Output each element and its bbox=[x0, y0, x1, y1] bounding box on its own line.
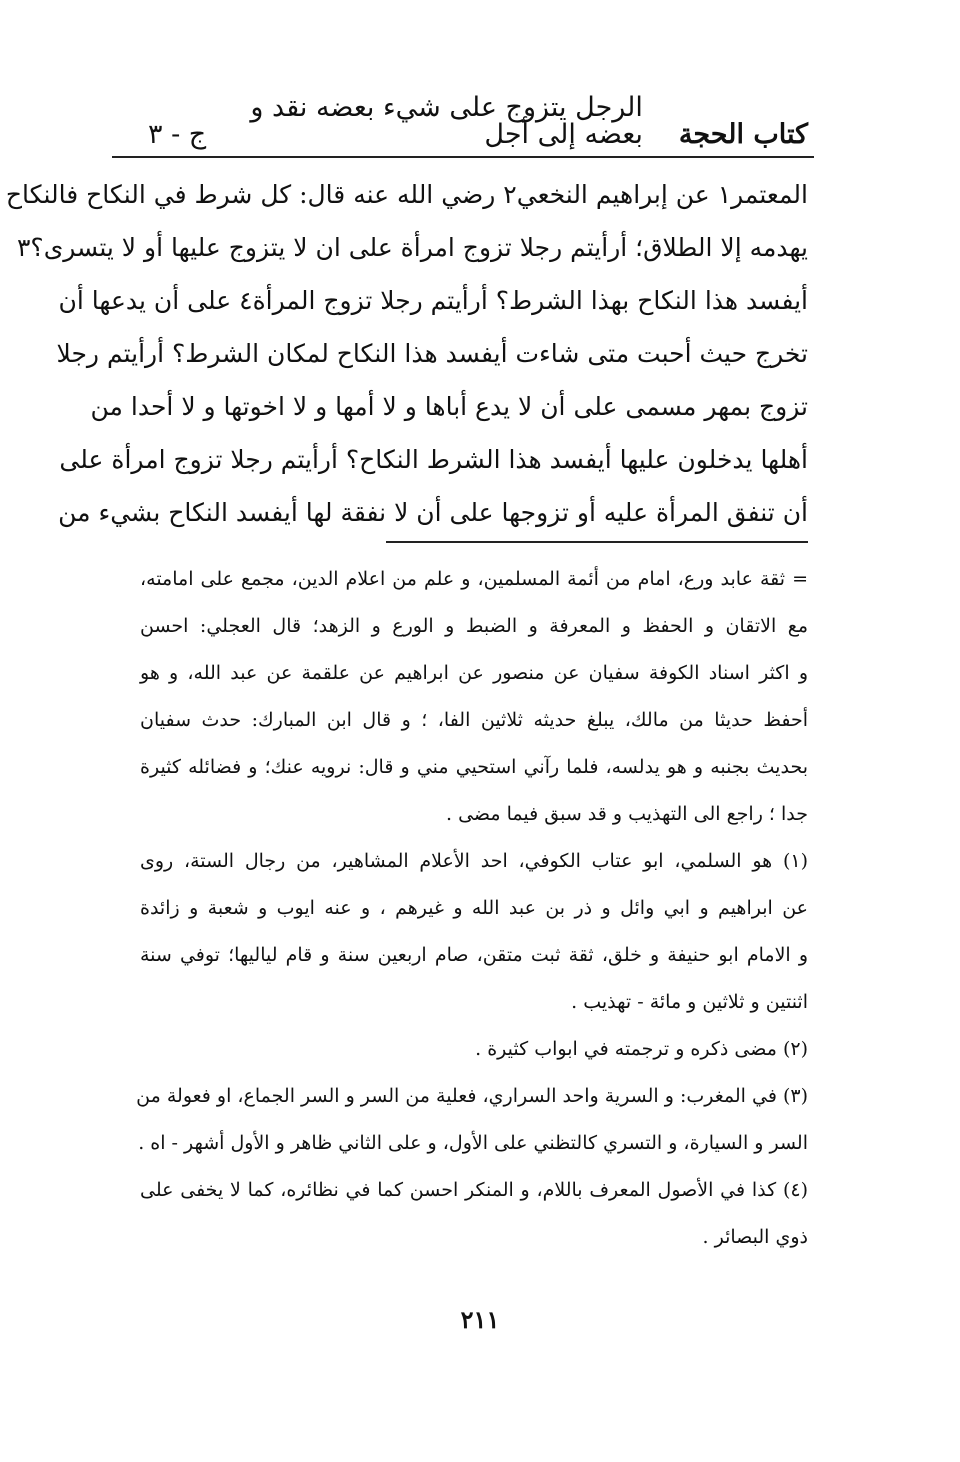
footnote-line: (٣) في المغرب: و السرية واحد السراري، فعلية من السر و السر الجماع، او فعولة من bbox=[136, 1085, 808, 1107]
footnote-line: (٢) مضى ذكره و ترجمته في ابواب كثيرة . bbox=[475, 1038, 808, 1060]
footnote-line: (٤) كذا في الأصول المعرف باللام، و المنكر احسن كما في نظائره، كما لا يخفى على bbox=[140, 1179, 808, 1201]
page-number: ٢١١ bbox=[460, 1305, 500, 1334]
main-text-line: يهدمه إلا الطلاق؛ أرأيتم رجلا تزوج امرأة على ان لا يتزوج عليها أو لا يتسرى؟٣ bbox=[16, 233, 808, 262]
footnote-line: = ثقة عابد ورع، امام من أئمة المسلمين، و علم من اعلام الدين، مجمع على امامته، bbox=[140, 568, 808, 590]
chapter-title: الرجل يتزوج على شيء بعضه نقد و بعضه إلى أجل bbox=[250, 92, 643, 150]
footnote-line: أحفظ حديثا من مالك، يبلغ حديثه ثلاثين الفا، ؛ و قال ابن المبارك: حدث سفيان bbox=[140, 709, 808, 731]
footnote-line: جدا ؛ راجع الى التهذيب و قد سبق فيما مضى . bbox=[446, 803, 808, 825]
main-text-line: أن تنفق المرأة عليه أو تزوجها على أن لا نفقة لها أيفسد النكاح بشيء من bbox=[58, 498, 808, 527]
footnote-line: بحديث بجنبه و هو يدلسه، فلما رآني استحيي مني و قال: نرويه عنك؛ و فضائله كثيرة bbox=[140, 756, 808, 778]
footnote-line: ذوي البصائر . bbox=[702, 1226, 808, 1248]
book-title: كتاب الحجة bbox=[678, 119, 808, 150]
footnote-line: عن ابراهيم و ابي وائل و ذر بن عبد الله و غيرهم ، و عنه ايوب و شعبة و زائدة bbox=[140, 897, 808, 919]
footnote-line: مع الاتقان و الحفظ و المعرفة و الضبط و الورع و الزهد؛ قال العجلي: احسن bbox=[140, 615, 808, 637]
volume-number: ج - ٣ bbox=[148, 119, 207, 150]
footnotes bbox=[136, 556, 808, 1261]
main-text bbox=[5, 168, 808, 539]
main-text-line: أهلها يدخلون عليها أيفسد هذا الشرط النكاح؟ أرأيتم رجلا تزوج امرأة على bbox=[59, 445, 808, 474]
main-text-line: تزوج بمهر مسمى على أن لا يدع أباها و لا أمها و لا اخوتها و لا أحدا من bbox=[90, 392, 808, 421]
main-text-line: تخرج حيث أحبت متى شاءت أيفسد هذا النكاح لمكان الشرط؟ أرأيتم رجلا bbox=[56, 339, 808, 368]
footnote-line: و الامام ابو حنيفة و خلق، ثقة ثبت متقن، صام اربعين سنة و قام لياليها؛ توفي سنة bbox=[140, 944, 808, 966]
main-text-line: أيفسد هذا النكاح بهذا الشرط؟ أرأيتم رجلا تزوج المرأة٤ على أن يدعها أن bbox=[58, 286, 808, 315]
footnote-divider bbox=[386, 541, 808, 543]
footnote-line: و اكثر اسناد الكوفة سفيان عن منصور عن ابراهيم عن علقمة عن عبد الله، و هو bbox=[140, 662, 808, 684]
main-text-line: المعتمر١ عن إبراهيم النخعي٢ رضي الله عنه قال: كل شرط في النكاح فالنكاح bbox=[5, 180, 808, 209]
footnote-line: اثنتين و ثلاثين و مائة - تهذيب . bbox=[571, 991, 808, 1013]
header-divider bbox=[112, 156, 814, 158]
running-header bbox=[148, 92, 808, 150]
footnote-line: (١) هو السلمي، ابو عتاب الكوفي، احد الأعلام المشاهير، من رجال الستة، روى bbox=[140, 850, 808, 872]
footnote-line: السر و السيارة، و التسري كالتظني على الأول، و على الثاني ظاهر و الأول أشهر - اه . bbox=[138, 1132, 808, 1154]
